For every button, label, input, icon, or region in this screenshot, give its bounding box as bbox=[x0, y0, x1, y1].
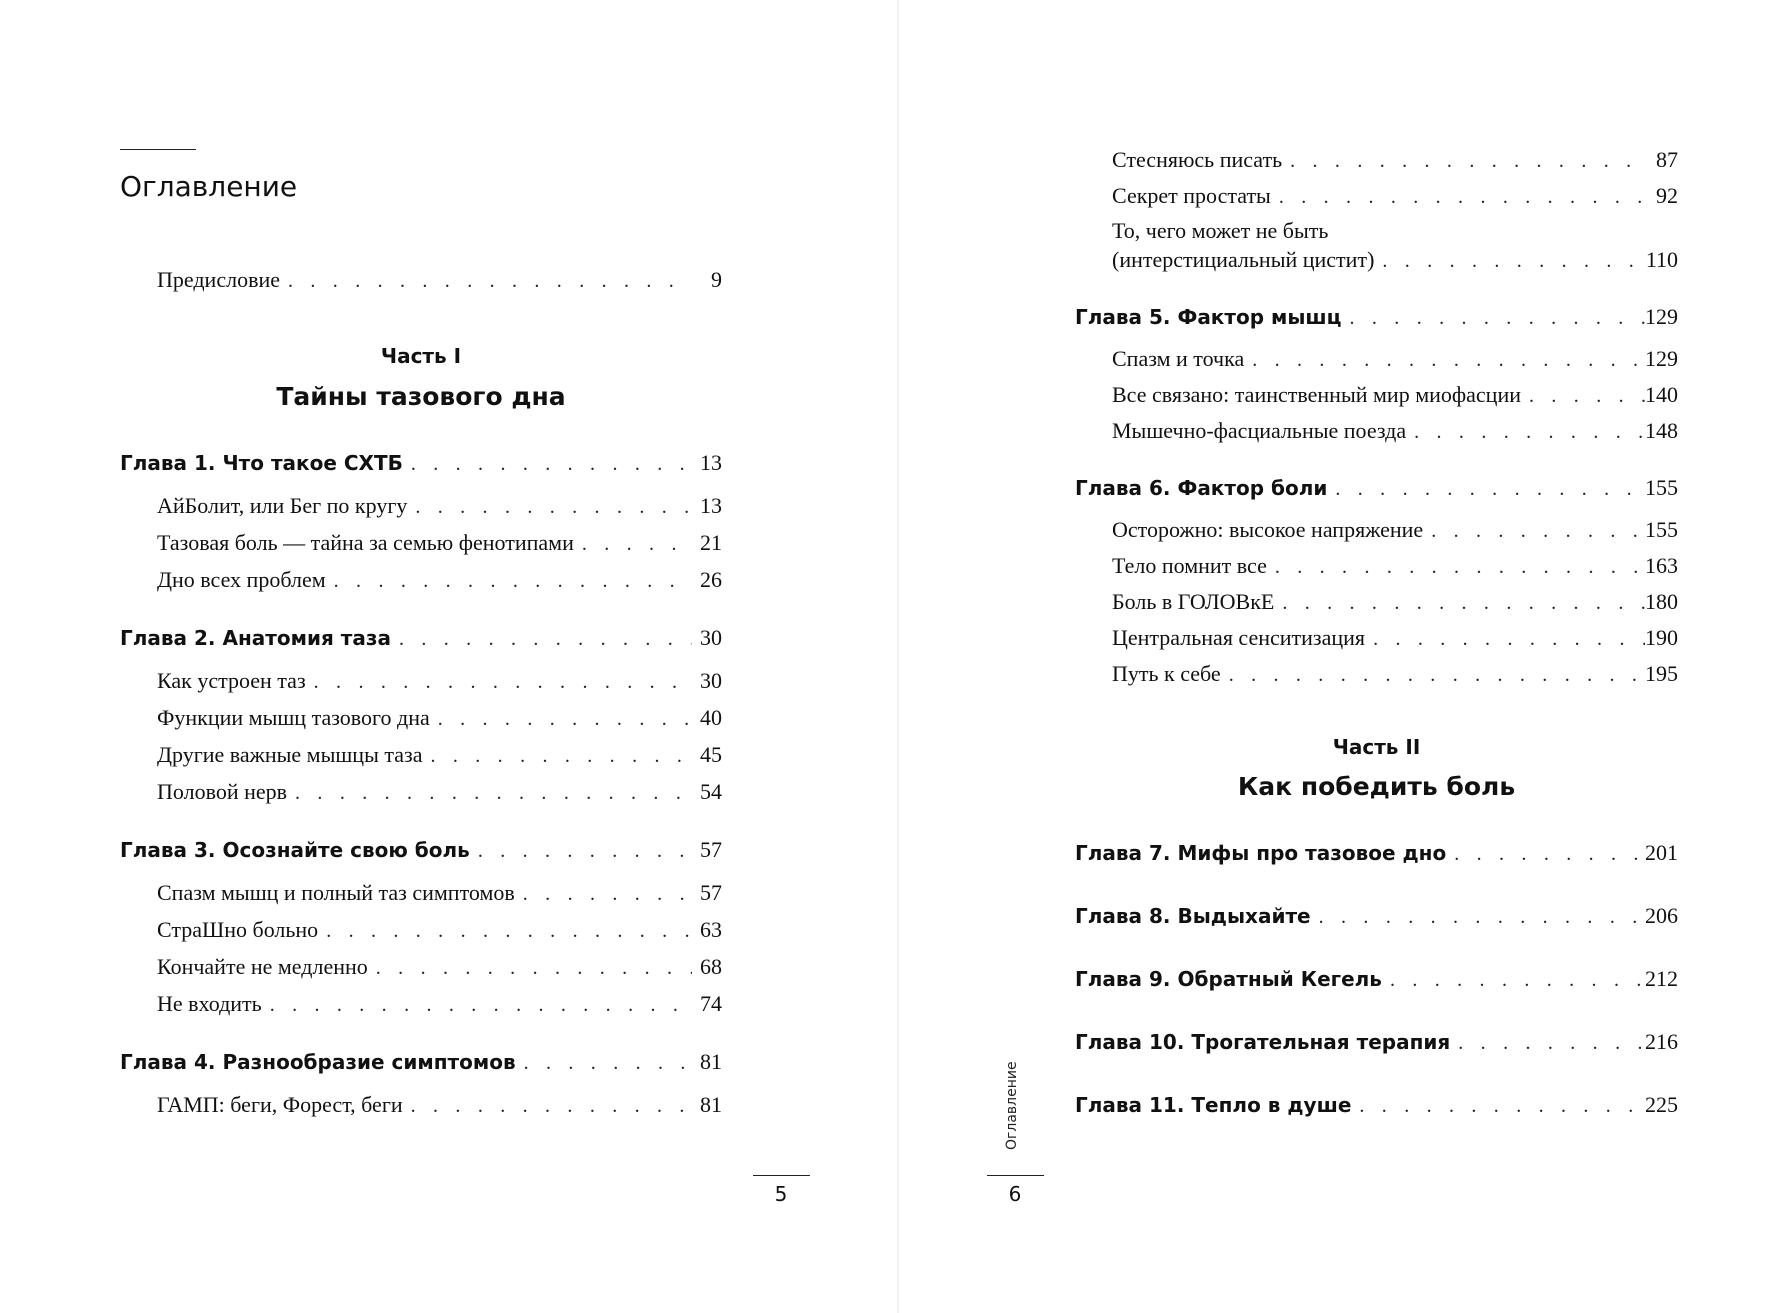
toc-chapter-label: Глава 6. Фактор боли bbox=[1075, 476, 1328, 500]
toc-page-number: 68 bbox=[700, 954, 722, 979]
toc-page-number: 206 bbox=[1645, 903, 1678, 928]
toc-page-number: 30 bbox=[700, 625, 722, 650]
toc-page-number: 129 bbox=[1645, 346, 1678, 371]
toc-entry[interactable] bbox=[157, 489, 722, 523]
toc-entry-label: Другие важные мышцы таза bbox=[157, 742, 423, 767]
dot-leader bbox=[1351, 1089, 1645, 1123]
toc-page-number: 92 bbox=[1656, 183, 1678, 208]
toc-chapter-label: Глава 3. Осознайте свою боль bbox=[120, 838, 470, 862]
dot-leader bbox=[1267, 550, 1645, 584]
toc-page-number: 13 bbox=[700, 493, 722, 518]
dot-leader bbox=[1423, 514, 1645, 548]
folio-rule bbox=[753, 1175, 810, 1176]
title-rule bbox=[120, 149, 196, 150]
page-title: Оглавление bbox=[120, 170, 298, 203]
part-label: Часть I bbox=[380, 344, 462, 368]
toc-chapter-label: Глава 1. Что такое СХТБ bbox=[120, 451, 403, 475]
toc-entry-label: Половой нерв bbox=[157, 779, 288, 804]
toc-entry[interactable] bbox=[1112, 414, 1678, 448]
toc-entry-label: Тазовая боль — тайна за семью фенотипами bbox=[157, 530, 574, 555]
dot-leader bbox=[1327, 472, 1645, 506]
dot-leader bbox=[318, 914, 692, 948]
dot-leader bbox=[515, 877, 692, 911]
toc-entry-label: Путь к себе bbox=[1112, 661, 1221, 686]
toc-entry-label: Боль в ГОЛОВкЕ bbox=[1112, 589, 1275, 614]
toc-entry[interactable] bbox=[157, 876, 722, 910]
toc-page-number: 57 bbox=[700, 880, 722, 905]
toc-entry[interactable] bbox=[1112, 513, 1678, 547]
toc-page-number: 155 bbox=[1645, 517, 1678, 542]
toc-chapter-1[interactable] bbox=[120, 446, 722, 480]
toc-page-number: 155 bbox=[1645, 475, 1678, 500]
dot-leader bbox=[1311, 900, 1645, 934]
toc-entry-label: Не входить bbox=[157, 991, 262, 1016]
toc-entry-label: СтраШно больно bbox=[157, 917, 319, 942]
toc-entry[interactable] bbox=[157, 1088, 722, 1122]
toc-entry-label: Центральная сенситизация bbox=[1112, 625, 1366, 650]
toc-chapter-9[interactable] bbox=[1075, 962, 1678, 996]
toc-entry-label: АйБолит, или Бег по кругу bbox=[157, 493, 408, 518]
toc-entry[interactable] bbox=[157, 913, 722, 947]
toc-entry[interactable] bbox=[1112, 585, 1678, 619]
toc-chapter-2[interactable] bbox=[120, 621, 722, 655]
toc-chapter-label: Глава 5. Фактор мышц bbox=[1075, 305, 1342, 329]
toc-page-number: 40 bbox=[700, 705, 722, 730]
page-number-right: 6 bbox=[1008, 1182, 1022, 1206]
toc-chapter-label: Глава 9. Обратный Кегель bbox=[1075, 967, 1382, 991]
dot-leader bbox=[326, 564, 692, 598]
toc-entry-label: (интерстициальный цистит) bbox=[1112, 247, 1375, 272]
dot-leader bbox=[1406, 415, 1645, 449]
toc-entry-label: Все связано: таинственный мир миофасции bbox=[1112, 382, 1521, 407]
toc-entry[interactable] bbox=[157, 775, 722, 809]
dot-leader bbox=[306, 665, 692, 699]
part-label: Часть II bbox=[1332, 735, 1421, 759]
dot-leader bbox=[1342, 301, 1646, 335]
toc-entry[interactable] bbox=[1112, 243, 1678, 277]
toc-entry[interactable] bbox=[1112, 549, 1678, 583]
dot-leader bbox=[422, 739, 692, 773]
toc-page-number: 30 bbox=[700, 668, 722, 693]
dot-leader bbox=[262, 988, 692, 1022]
toc-page-number: 140 bbox=[1645, 382, 1678, 407]
toc-chapter-6[interactable] bbox=[1075, 471, 1678, 505]
toc-entry[interactable] bbox=[157, 950, 722, 984]
dot-leader bbox=[280, 264, 692, 298]
toc-entry-label: Секрет простаты bbox=[1112, 183, 1271, 208]
toc-page-number: 81 bbox=[700, 1049, 722, 1074]
toc-entry[interactable] bbox=[1112, 378, 1678, 412]
dot-leader bbox=[1521, 379, 1645, 413]
toc-chapter-11[interactable] bbox=[1075, 1088, 1678, 1122]
toc-chapter-label: Глава 10. Трогательная терапия bbox=[1075, 1030, 1451, 1054]
toc-entry-label: Спазм и точка bbox=[1112, 346, 1245, 371]
toc-chapter-label: Глава 4. Разнообразие симптомов bbox=[120, 1050, 516, 1074]
toc-entry[interactable] bbox=[1112, 143, 1678, 177]
toc-page-number: 81 bbox=[700, 1092, 722, 1117]
dot-leader bbox=[1446, 837, 1645, 871]
toc-entry[interactable] bbox=[157, 563, 722, 597]
toc-page-number: 148 bbox=[1645, 418, 1678, 443]
toc-entry-label: Кончайте не медленно bbox=[157, 954, 368, 979]
toc-page-number: 87 bbox=[1656, 147, 1678, 172]
dot-leader bbox=[1271, 180, 1648, 214]
toc-page-number: 57 bbox=[700, 837, 722, 862]
toc-chapter-7[interactable] bbox=[1075, 836, 1678, 870]
toc-page-number: 54 bbox=[700, 779, 722, 804]
toc-chapter-10[interactable] bbox=[1075, 1025, 1678, 1059]
toc-page-number: 216 bbox=[1645, 1029, 1678, 1054]
dot-leader bbox=[1365, 622, 1645, 656]
dot-leader bbox=[516, 1046, 692, 1080]
toc-page-number: 195 bbox=[1645, 661, 1678, 686]
toc-chapter-4[interactable] bbox=[120, 1045, 722, 1079]
toc-page-number: 180 bbox=[1645, 589, 1678, 614]
dot-leader bbox=[1274, 586, 1645, 620]
toc-entry[interactable] bbox=[157, 738, 722, 772]
toc-entry[interactable] bbox=[157, 701, 722, 735]
toc-page-number: 13 bbox=[700, 450, 722, 475]
page-number-left: 5 bbox=[774, 1182, 788, 1206]
dot-leader bbox=[368, 951, 692, 985]
toc-page-number: 21 bbox=[700, 530, 722, 555]
toc-page-number: 225 bbox=[1645, 1092, 1678, 1117]
toc-entry-label: Тело помнит все bbox=[1112, 553, 1267, 578]
toc-entry-label: Дно всех проблем bbox=[157, 567, 326, 592]
toc-chapter-label: Глава 11. Тепло в душе bbox=[1075, 1093, 1352, 1117]
dot-leader bbox=[287, 776, 692, 810]
dot-leader bbox=[470, 834, 692, 868]
toc-chapter-label: Глава 7. Мифы про тазовое дно bbox=[1075, 841, 1447, 865]
toc-entry[interactable] bbox=[157, 664, 722, 698]
dot-leader bbox=[574, 527, 692, 561]
dot-leader bbox=[430, 702, 692, 736]
toc-page-number: 129 bbox=[1645, 304, 1678, 329]
toc-page-number: 190 bbox=[1645, 625, 1678, 650]
toc-entry-preface[interactable] bbox=[157, 263, 722, 297]
toc-entry[interactable] bbox=[157, 987, 722, 1021]
dot-leader bbox=[391, 622, 692, 656]
toc-entry-label: Как устроен таз bbox=[157, 668, 306, 693]
toc-page-number: 212 bbox=[1645, 966, 1678, 991]
toc-chapter-8[interactable] bbox=[1075, 899, 1678, 933]
toc-chapter-label: Глава 8. Выдыхайте bbox=[1075, 904, 1311, 928]
toc-chapter-label: Глава 2. Анатомия таза bbox=[120, 626, 391, 650]
toc-entry-label: Осторожно: высокое напряжение bbox=[1112, 517, 1424, 542]
toc-page-number: 74 bbox=[700, 991, 722, 1016]
toc-chapter-3[interactable] bbox=[120, 833, 722, 867]
dot-leader bbox=[1244, 343, 1645, 377]
dot-leader bbox=[407, 490, 692, 524]
toc-page-number: 26 bbox=[700, 567, 722, 592]
dot-leader bbox=[1374, 244, 1645, 278]
folio-rule bbox=[987, 1175, 1044, 1176]
running-head: Оглавление bbox=[1004, 1061, 1020, 1150]
toc-page-number: 110 bbox=[1645, 247, 1678, 272]
dot-leader bbox=[403, 447, 692, 481]
toc-entry[interactable] bbox=[157, 526, 722, 560]
toc-page-number: 9 bbox=[711, 267, 722, 292]
toc-entry-label: ГАМП: беги, Форест, беги bbox=[157, 1092, 403, 1117]
toc-entry-label: Стесняюсь писать bbox=[1112, 147, 1283, 172]
dot-leader bbox=[1382, 963, 1645, 997]
toc-page-number: 163 bbox=[1645, 553, 1678, 578]
toc-entry[interactable] bbox=[1112, 657, 1678, 691]
toc-entry[interactable] bbox=[1112, 342, 1678, 376]
dot-leader bbox=[1450, 1026, 1645, 1060]
toc-entry-wrapped-line[interactable]: То, чего может не быть bbox=[1112, 218, 1329, 243]
toc-entry-label: Функции мышц тазового дна bbox=[157, 705, 430, 730]
dot-leader bbox=[1282, 144, 1648, 178]
part-title: Как победить боль bbox=[1237, 772, 1516, 801]
toc-entry[interactable] bbox=[1112, 179, 1678, 213]
part-title: Тайны тазового дна bbox=[276, 382, 566, 411]
dot-leader bbox=[1221, 658, 1645, 692]
toc-entry-label: Спазм мышц и полный таз симптомов bbox=[157, 880, 515, 905]
toc-page-number: 45 bbox=[700, 742, 722, 767]
dot-leader bbox=[403, 1089, 692, 1123]
toc-entry[interactable] bbox=[1112, 621, 1678, 655]
toc-entry-label: Предисловие bbox=[157, 267, 280, 292]
toc-page-number: 63 bbox=[700, 917, 722, 942]
toc-chapter-5[interactable] bbox=[1075, 300, 1678, 334]
toc-page-number: 201 bbox=[1645, 840, 1678, 865]
toc-entry-label: Мышечно-фасциальные поезда bbox=[1112, 418, 1407, 443]
